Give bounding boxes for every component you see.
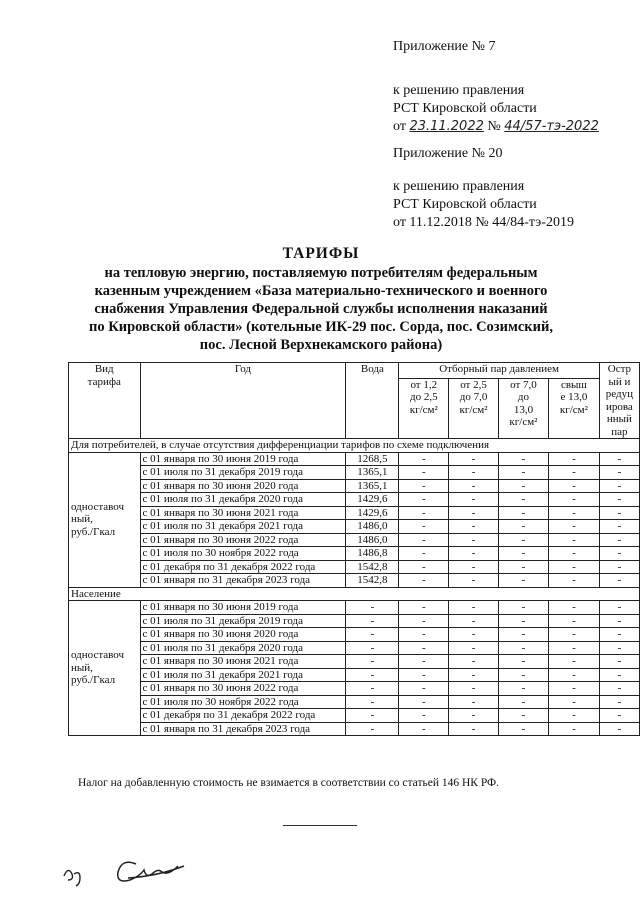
sharp-steam-cell: - [599, 709, 639, 723]
appendix-7-title: Приложение № 7 [393, 39, 496, 54]
steam-2-cell: - [449, 709, 499, 723]
steam-4-cell: - [549, 668, 600, 682]
header-steam-2: от 2,5 до 7,0 кг/см² [449, 378, 499, 438]
period-cell: с 01 января по 30 июня 2020 года [140, 479, 346, 493]
steam-3-cell: - [498, 506, 548, 520]
steam-3-cell: - [498, 655, 548, 669]
sharp-steam-cell: - [599, 668, 639, 682]
steam-3-cell: - [498, 682, 548, 696]
steam-1-cell: - [399, 533, 449, 547]
steam-3-cell: - [498, 520, 548, 534]
sharp-steam-cell: - [599, 695, 639, 709]
steam-1-cell: - [399, 547, 449, 561]
water-cell: 1486,0 [346, 533, 399, 547]
steam-4-cell: - [549, 709, 600, 723]
steam-4-cell: - [549, 560, 600, 574]
sharp-steam-cell: - [599, 452, 639, 466]
steam-3-cell: - [498, 479, 548, 493]
period-cell: с 01 января по 31 декабря 2023 года [140, 722, 346, 736]
steam-2-cell: - [449, 614, 499, 628]
sharp-steam-cell: - [599, 574, 639, 588]
appendix-20-reference [393, 178, 574, 232]
steam-3-cell: - [498, 709, 548, 723]
steam-4-cell: - [549, 533, 600, 547]
steam-3-cell: - [498, 547, 548, 561]
section-row [69, 587, 640, 601]
table-row [69, 574, 640, 588]
steam-2-cell: - [449, 668, 499, 682]
water-cell: - [346, 641, 399, 655]
steam-2-cell: - [449, 641, 499, 655]
steam-1-cell: - [399, 668, 449, 682]
header-steam-4: свыш е 13,0 кг/см² [549, 378, 600, 438]
subtitle-line: снабжения Управления Федеральной службы исполнения наказаний [94, 301, 548, 317]
table-row [69, 695, 640, 709]
appendix-7-number: 44/57-тэ-2022 [504, 119, 599, 134]
period-cell: с 01 июля по 31 декабря 2019 года [140, 614, 346, 628]
tariff-kind-cell: одноставоч ный, руб./Гкал [69, 452, 141, 587]
header-water: Вода [346, 363, 399, 439]
steam-1-cell: - [399, 709, 449, 723]
sharp-steam-cell: - [599, 466, 639, 480]
table-body [69, 439, 640, 736]
steam-3-cell: - [498, 466, 548, 480]
period-cell: с 01 января по 31 декабря 2023 года [140, 574, 346, 588]
section-title: Население [69, 587, 640, 601]
table-header-row [69, 363, 640, 379]
sharp-steam-cell: - [599, 641, 639, 655]
table-row [69, 520, 640, 534]
handwritten-signature [58, 848, 188, 888]
steam-3-cell: - [498, 628, 548, 642]
steam-2-cell: - [449, 722, 499, 736]
steam-2-cell: - [449, 547, 499, 561]
steam-4-cell: - [549, 520, 600, 534]
steam-1-cell: - [399, 614, 449, 628]
water-cell: - [346, 682, 399, 696]
header-year: Год [140, 363, 346, 439]
appendix-7-date-line: от 23.11.2022 № 44/57-тэ-2022 [393, 119, 599, 134]
appendix-20-line1: к решению правления [393, 179, 525, 194]
sharp-steam-cell: - [599, 614, 639, 628]
steam-3-cell: - [498, 668, 548, 682]
period-cell: с 01 января по 30 июня 2022 года [140, 682, 346, 696]
appendix-7-line2: РСТ Кировской области [393, 101, 537, 116]
tariff-table [68, 362, 640, 736]
sharp-steam-cell: - [599, 722, 639, 736]
appendix-7-reference [393, 82, 599, 136]
steam-2-cell: - [449, 506, 499, 520]
table-row [69, 452, 640, 466]
water-cell: 1365,1 [346, 466, 399, 480]
section-title: Для потребителей, в случае отсутствия дифференциации тарифов по схеме подключения [69, 439, 640, 453]
steam-1-cell: - [399, 695, 449, 709]
steam-1-cell: - [399, 628, 449, 642]
steam-4-cell: - [549, 574, 600, 588]
period-cell: с 01 июля по 31 декабря 2020 года [140, 493, 346, 507]
steam-2-cell: - [449, 533, 499, 547]
steam-1-cell: - [399, 479, 449, 493]
steam-1-cell: - [399, 641, 449, 655]
water-cell: - [346, 709, 399, 723]
steam-1-cell: - [399, 722, 449, 736]
header-steam-1: от 1,2 до 2,5 кг/см² [399, 378, 449, 438]
appendix-20-line3: от 11.12.2018 № 44/84-тэ-2019 [393, 215, 574, 230]
steam-3-cell: - [498, 533, 548, 547]
subtitle-line: на тепловую энергию, поставляемую потребителям федеральным [104, 265, 538, 281]
section-row [69, 439, 640, 453]
period-cell: с 01 июля по 30 ноября 2022 года [140, 695, 346, 709]
sharp-steam-cell: - [599, 533, 639, 547]
document-subtitle [80, 264, 562, 354]
table-row [69, 722, 640, 736]
steam-4-cell: - [549, 506, 600, 520]
document-title: ТАРИФЫ [282, 245, 360, 262]
steam-2-cell: - [449, 695, 499, 709]
steam-3-cell: - [498, 574, 548, 588]
period-cell: с 01 июля по 31 декабря 2019 года [140, 466, 346, 480]
steam-2-cell: - [449, 520, 499, 534]
steam-2-cell: - [449, 560, 499, 574]
steam-3-cell: - [498, 493, 548, 507]
tariff-kind-cell: одноставоч ный, руб./Гкал [69, 601, 141, 736]
sharp-steam-cell: - [599, 628, 639, 642]
sharp-steam-cell: - [599, 547, 639, 561]
vat-footnote: Налог на добавленную стоимость не взимается в соответствии со статьей 146 НК РФ. [78, 777, 499, 789]
steam-2-cell: - [449, 655, 499, 669]
water-cell: 1429,6 [346, 506, 399, 520]
water-cell: - [346, 668, 399, 682]
steam-4-cell: - [549, 682, 600, 696]
steam-4-cell: - [549, 466, 600, 480]
steam-1-cell: - [399, 493, 449, 507]
steam-3-cell: - [498, 614, 548, 628]
subtitle-line: казенным учреждением «База материально-технического и военного [94, 283, 548, 299]
table-row [69, 601, 640, 615]
water-cell: - [346, 614, 399, 628]
table-row [69, 668, 640, 682]
steam-1-cell: - [399, 560, 449, 574]
water-cell: - [346, 722, 399, 736]
water-cell: - [346, 601, 399, 615]
steam-4-cell: - [549, 547, 600, 561]
steam-2-cell: - [449, 466, 499, 480]
period-cell: с 01 января по 30 июня 2019 года [140, 452, 346, 466]
header-kind: Вид тарифа [69, 363, 141, 439]
period-cell: с 01 декабря по 31 декабря 2022 года [140, 709, 346, 723]
signature-line [283, 825, 357, 826]
sharp-steam-cell: - [599, 506, 639, 520]
table-row [69, 533, 640, 547]
steam-4-cell: - [549, 452, 600, 466]
sharp-steam-cell: - [599, 479, 639, 493]
table-row [69, 614, 640, 628]
period-cell: с 01 июля по 31 декабря 2021 года [140, 520, 346, 534]
water-cell: 1486,8 [346, 547, 399, 561]
steam-3-cell: - [498, 452, 548, 466]
steam-2-cell: - [449, 601, 499, 615]
steam-3-cell: - [498, 641, 548, 655]
sharp-steam-cell: - [599, 560, 639, 574]
steam-4-cell: - [549, 628, 600, 642]
appendix-7-date: 23.11.2022 [409, 119, 484, 134]
table-row [69, 506, 640, 520]
subtitle-line: по Кировской области» (котельные ИК-29 пос. Сорда, пос. Созимский, [88, 319, 553, 335]
table-row [69, 709, 640, 723]
table-row [69, 547, 640, 561]
steam-4-cell: - [549, 493, 600, 507]
period-cell: с 01 января по 30 июня 2019 года [140, 601, 346, 615]
appendix-7-line1: к решению правления [393, 83, 525, 98]
water-cell: - [346, 695, 399, 709]
steam-3-cell: - [498, 560, 548, 574]
period-cell: с 01 июля по 30 ноября 2022 года [140, 547, 346, 561]
period-cell: с 01 января по 30 июня 2021 года [140, 506, 346, 520]
water-cell: - [346, 655, 399, 669]
sharp-steam-cell: - [599, 655, 639, 669]
steam-4-cell: - [549, 601, 600, 615]
water-cell: 1268,5 [346, 452, 399, 466]
water-cell: 1429,6 [346, 493, 399, 507]
table-row [69, 479, 640, 493]
steam-4-cell: - [549, 722, 600, 736]
steam-3-cell: - [498, 601, 548, 615]
steam-2-cell: - [449, 574, 499, 588]
steam-1-cell: - [399, 452, 449, 466]
steam-3-cell: - [498, 695, 548, 709]
steam-4-cell: - [549, 479, 600, 493]
sharp-steam-cell: - [599, 682, 639, 696]
subtitle-line: пос. Лесной Верхнекамского района) [199, 337, 443, 353]
water-cell: - [346, 628, 399, 642]
period-cell: с 01 января по 30 июня 2021 года [140, 655, 346, 669]
period-cell: с 01 января по 30 июня 2022 года [140, 533, 346, 547]
steam-2-cell: - [449, 682, 499, 696]
period-cell: с 01 января по 30 июня 2020 года [140, 628, 346, 642]
steam-4-cell: - [549, 695, 600, 709]
header-sharp-steam: Остр ый и редуц ирова нный пар [599, 363, 639, 439]
steam-3-cell: - [498, 722, 548, 736]
period-cell: с 01 июля по 31 декабря 2020 года [140, 641, 346, 655]
steam-1-cell: - [399, 682, 449, 696]
water-cell: 1542,8 [346, 574, 399, 588]
steam-1-cell: - [399, 655, 449, 669]
period-cell: с 01 декабря по 31 декабря 2022 года [140, 560, 346, 574]
header-steam-3: от 7,0 до 13,0 кг/см² [498, 378, 548, 438]
table-row [69, 641, 640, 655]
table-row [69, 655, 640, 669]
table-row [69, 682, 640, 696]
sharp-steam-cell: - [599, 520, 639, 534]
period-cell: с 01 июля по 31 декабря 2021 года [140, 668, 346, 682]
steam-4-cell: - [549, 641, 600, 655]
table-row [69, 493, 640, 507]
header-steam: Отборный пар давлением [399, 363, 599, 379]
steam-2-cell: - [449, 493, 499, 507]
steam-1-cell: - [399, 520, 449, 534]
water-cell: 1486,0 [346, 520, 399, 534]
water-cell: 1365,1 [346, 479, 399, 493]
steam-4-cell: - [549, 614, 600, 628]
sharp-steam-cell: - [599, 493, 639, 507]
steam-1-cell: - [399, 466, 449, 480]
table-row [69, 466, 640, 480]
steam-1-cell: - [399, 506, 449, 520]
steam-2-cell: - [449, 479, 499, 493]
steam-1-cell: - [399, 574, 449, 588]
table-row [69, 628, 640, 642]
appendix-20-title: Приложение № 20 [393, 146, 503, 161]
table-row [69, 560, 640, 574]
steam-2-cell: - [449, 452, 499, 466]
appendix-20-line2: РСТ Кировской области [393, 197, 537, 212]
steam-4-cell: - [549, 655, 600, 669]
sharp-steam-cell: - [599, 601, 639, 615]
steam-1-cell: - [399, 601, 449, 615]
water-cell: 1542,8 [346, 560, 399, 574]
steam-2-cell: - [449, 628, 499, 642]
